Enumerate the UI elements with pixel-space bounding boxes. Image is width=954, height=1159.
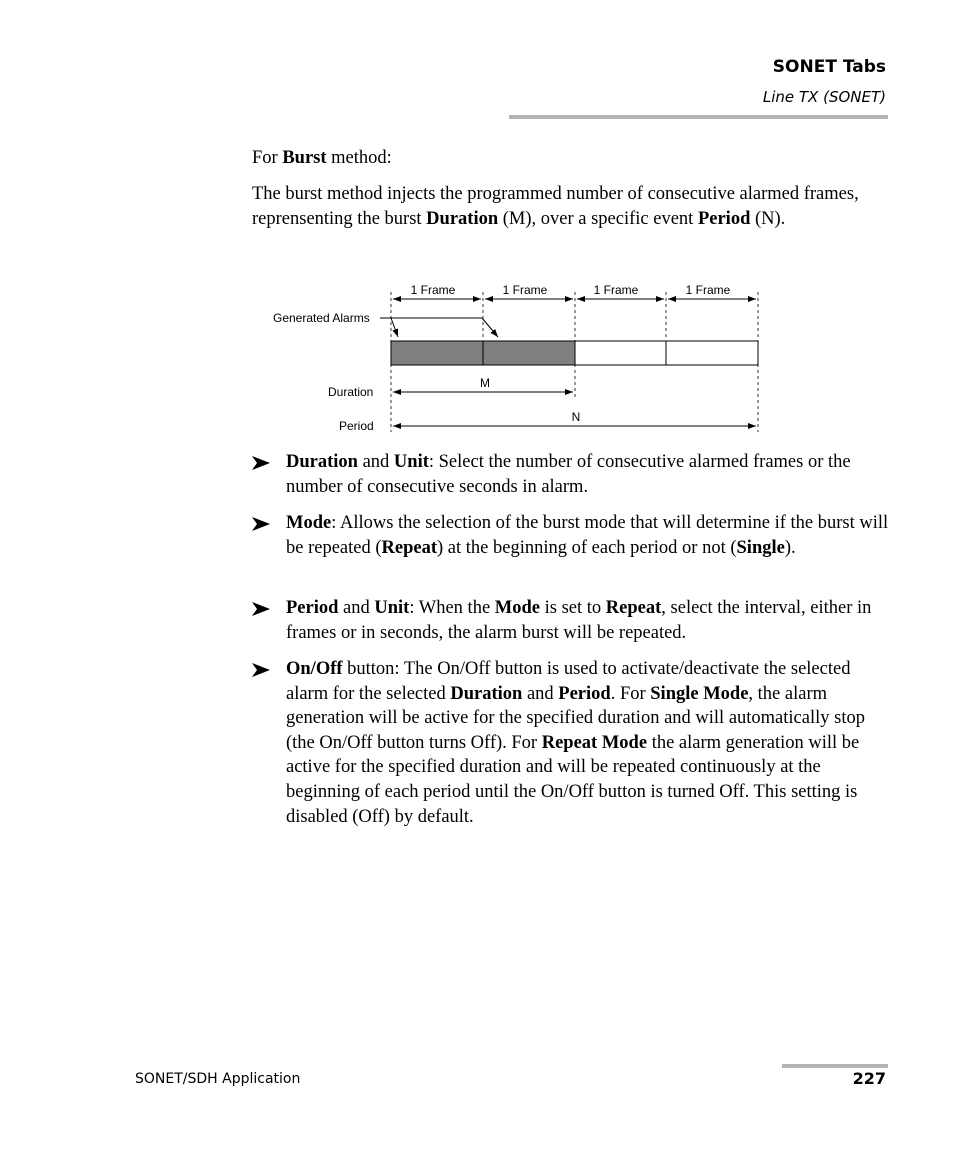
n-label: N xyxy=(571,410,581,424)
bullet-arrow-icon xyxy=(252,456,270,470)
normal-frame-4 xyxy=(666,341,758,365)
normal-frame-3 xyxy=(575,341,666,365)
burst-diagram xyxy=(270,280,770,440)
frame-label-3: 1 Frame xyxy=(593,283,639,297)
frame-label-2: 1 Frame xyxy=(502,283,548,297)
m-label: M xyxy=(480,376,490,390)
bullet-arrow-icon xyxy=(252,602,270,616)
intro-paragraph-2: The burst method injects the programmed number of consecutive alarmed frames, reprensenting the burst Duration (M), over a specific event Period (N). xyxy=(252,184,859,229)
bullet-arrow-icon xyxy=(252,517,270,531)
bullet-arrow-icon xyxy=(252,663,270,677)
alarm-frame-1 xyxy=(391,341,483,365)
alarm-frame-2 xyxy=(483,341,575,365)
alarm-pointers xyxy=(380,318,498,337)
frame-label-4: 1 Frame xyxy=(685,283,731,297)
frame-label-1: 1 Frame xyxy=(410,283,456,297)
intro-paragraph-1: For Burst method: xyxy=(252,148,392,168)
bullet-period-unit: Period and Unit: When the Mode is set to Repeat, select the interval, either in frames or in seconds, the alarm burst will be repeated. xyxy=(252,596,892,645)
header-title: SONET Tabs xyxy=(772,57,886,77)
header-rule xyxy=(509,115,888,119)
duration-label: Duration xyxy=(328,385,374,399)
footer-document-title: SONET/SDH Application xyxy=(135,1071,301,1087)
footer-rule xyxy=(782,1064,888,1068)
period-label: Period xyxy=(339,419,374,433)
bullet-on-off: On/Off button: The On/Off button is used to activate/deactivate the selected alarm for the selected Duration and Period. For Single Mode, the alarm generation will be active for the specified duration and will automatically stop (the On/Off button turns Off). For Repeat Mode the alarm generation will be active for the specified duration and will be repeated continuously at the beginning of each period until the On/Off button is turned Off. This setting is disabled (Off) by default. xyxy=(252,657,892,829)
generated-alarms-label: Generated Alarms xyxy=(273,311,370,325)
page-number: 227 xyxy=(852,1069,886,1088)
bullet-duration-unit: Duration and Unit: Select the number of consecutive alarmed frames or the number of consecutive seconds in alarm. xyxy=(252,450,892,499)
bullet-mode: Mode: Allows the selection of the burst mode that will determine if the burst will be repeated (Repeat) at the beginning of each period or not (Single). xyxy=(252,511,892,560)
header-subtitle: Line TX (SONET) xyxy=(762,88,886,106)
